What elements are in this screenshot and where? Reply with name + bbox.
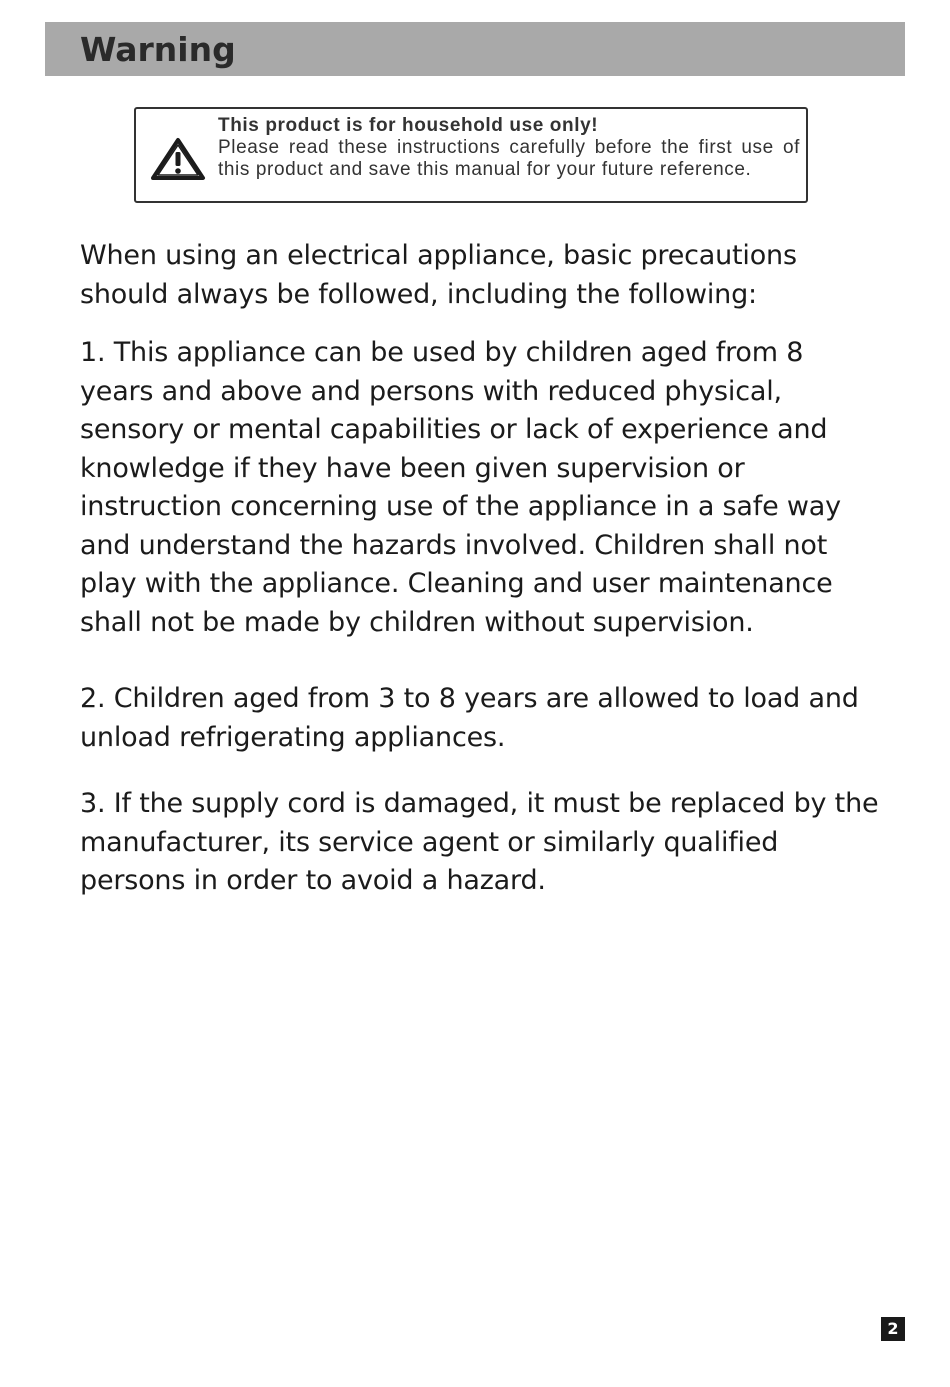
notice-text <box>218 115 800 181</box>
page-number-badge: 2 <box>881 1317 905 1341</box>
section-header-bar <box>45 22 905 76</box>
precautions-content <box>80 237 880 901</box>
precaution-item: 1. This appliance can be used by children aged from 8 years and above and persons with reduced physical, sensory or mental capabilities or lack of experience and knowledge if they have been given supervision or instruction concerning use of the appliance in a safe way and understand the hazards involved. Children shall not play with the appliance. Cleaning and user maintenance shall not be made by children without supervision. <box>80 337 841 638</box>
precautions-intro: When using an electrical appliance, basic precautions should always be followed, including the following: <box>80 240 797 310</box>
notice-body: Please read these instructions carefully before the first use of this product and save this manual for your future reference. <box>218 137 800 180</box>
household-use-notice <box>134 107 808 203</box>
section-title: Warning <box>80 30 236 69</box>
warning-triangle-icon <box>150 137 206 181</box>
notice-heading: This product is for household use only! <box>218 115 599 136</box>
precaution-item: 2. Children aged from 3 to 8 years are allowed to load and unload refrigerating appliances. <box>80 683 859 753</box>
precaution-item: 3. If the supply cord is damaged, it must be replaced by the manufacturer, its service agent or similarly qualified persons in order to avoid a hazard. <box>80 788 879 896</box>
